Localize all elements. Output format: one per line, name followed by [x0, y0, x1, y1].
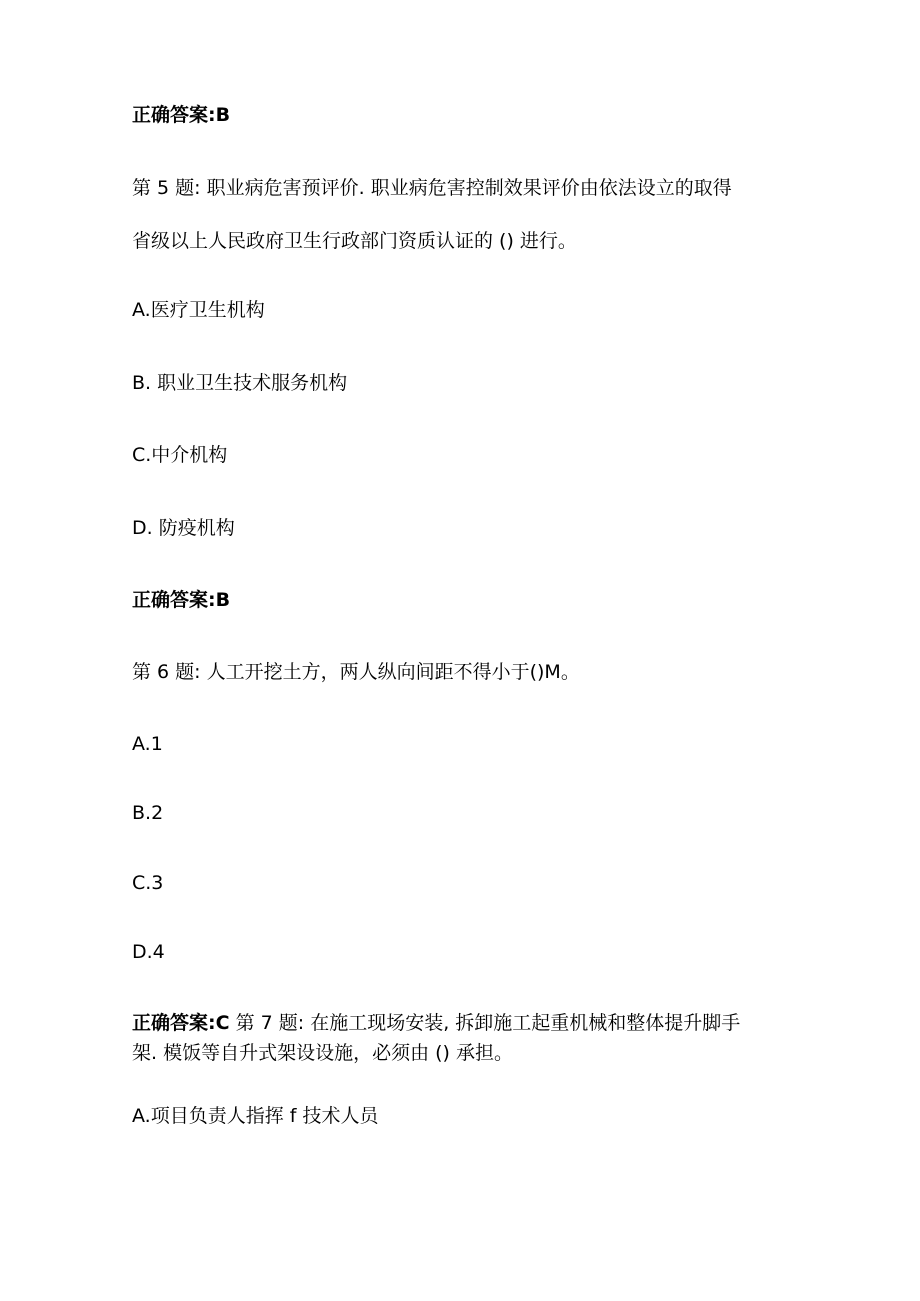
question-5-text-line-2: 省级以上人民政府卫生行政部门资质认证的 () 进行。: [132, 230, 577, 252]
answer-label: 正确答案:: [132, 104, 216, 126]
question-7-text-line-2: 架. 模饭等自升式架设设施，必须由 () 承担。: [132, 1042, 513, 1064]
question-7-text-line-1: 第 7 题: 在施工现场安装, 拆卸施工起重机械和整体提升脚手: [229, 1012, 741, 1034]
question-6-text: 第 6 题: 人工开挖土方，两人纵向间距不得小于()M。: [132, 661, 580, 683]
question-6-option-d: D.4: [132, 941, 165, 963]
question-5-option-a: A.医疗卫生机构: [132, 299, 265, 321]
answer-line-q5: [132, 588, 230, 612]
question-6-option-a: A.1: [132, 733, 163, 755]
answer-value: B: [215, 104, 231, 126]
question-5-option-d: D. 防疫机构: [132, 517, 235, 539]
answer-label: 正确答案:: [132, 589, 216, 611]
question-6-option-c: C.3: [132, 872, 164, 894]
question-7-option-a: A.项目负责人指挥 f 技术人员: [132, 1105, 379, 1127]
answer-line-q6-with-question-7: [132, 1011, 740, 1035]
question-5-text-line-1: 第 5 题: 职业病危害预评价. 职业病危害控制效果评价由依法设立的取得: [132, 177, 732, 199]
answer-line-q4: [132, 103, 230, 127]
answer-label: 正确答案:: [132, 1012, 216, 1034]
question-5-option-b: B. 职业卫生技术服务机构: [132, 372, 348, 394]
question-5-option-c: C.中介机构: [132, 444, 228, 466]
question-6-option-b: B.2: [132, 802, 164, 824]
answer-value: C: [215, 1012, 230, 1034]
answer-value: B: [215, 589, 231, 611]
